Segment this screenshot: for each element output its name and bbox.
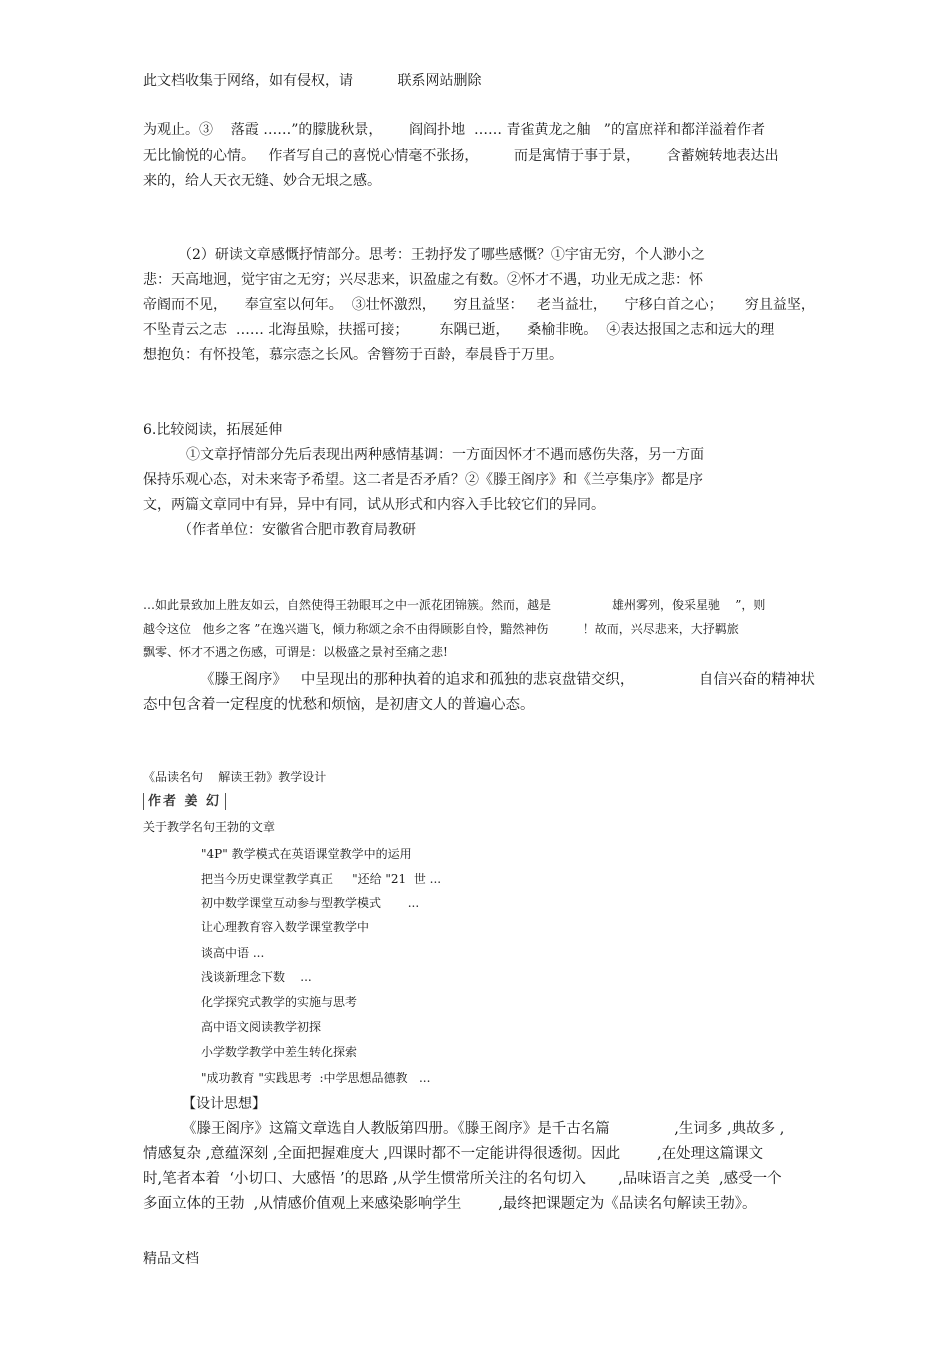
paragraph-line: 保持乐观心态，对未来寄予希望。这二者是否矛盾？②《滕王阁序》和《兰亭集序》都是序 bbox=[143, 472, 703, 488]
paragraph-line: 时,笔者本着 ‘小切口、大感悟 ’的思路 ,从学生惯常所关注的名句切入 ,品味语言之美 ,感受一个 bbox=[143, 1171, 782, 1187]
related-article-link[interactable]: "4P" 教学模式在英语课堂教学中的运用 bbox=[201, 847, 412, 861]
section-heading: 6.比较阅读，拓展延伸 bbox=[143, 422, 283, 438]
related-article-link[interactable]: 小学数学教学中差生转化探索 bbox=[201, 1045, 358, 1059]
author-tag: 作者 姜 幻 bbox=[143, 793, 226, 810]
related-article-link[interactable]: 让心理教育容入数学课堂教学中 bbox=[201, 920, 370, 934]
paragraph-line: 情感复杂 ,意蕴深刻 ,全面把握难度大 ,四课时都不一定能讲得很透彻。因此 ,在处理这篇课文 bbox=[143, 1146, 764, 1162]
footer-label: 精品文档 bbox=[143, 1251, 199, 1267]
paragraph-line: ①文章抒情部分先后表现出两种感情基调：一方面因怀才不遇而感伤失落，另一方面 bbox=[186, 447, 704, 463]
header-notice: 此文档收集于网络，如有侵权，请 联系网站删除 bbox=[143, 73, 482, 89]
paragraph-line: 来的，给人天衣无缝、妙合无垠之感。 bbox=[143, 173, 381, 189]
related-article-link[interactable]: 高中语文阅读教学初探 bbox=[201, 1020, 322, 1034]
paragraph-line: 无比愉悦的心情。 作者写自己的喜悦心情毫不张扬， 而是寓情于事于景， 含蓄婉转地表达出 bbox=[143, 148, 779, 164]
paragraph-line: 《滕王阁序》 中呈现出的那种执着的追求和孤独的悲哀盘错交织， 自信兴奋的精神状 bbox=[200, 672, 815, 688]
related-article-link[interactable]: 谈高中语 ... bbox=[201, 946, 265, 960]
paragraph-line: 态中包含着一定程度的忧愁和烦恼，是初唐文人的普遍心态。 bbox=[143, 697, 535, 713]
paragraph-line: 不坠青云之志 …… 北海虽赊，扶摇可接； 东隅已逝， 桑榆非晚。 ④表达报国之志和远大的理 bbox=[143, 322, 775, 338]
article-title: 《品读名句 解读王勃》教学设计 bbox=[143, 770, 327, 784]
related-heading: 关于教学名句王勃的文章 bbox=[143, 820, 276, 834]
paragraph-line: 多面立体的王勃 ,从情感价值观上来感染影响学生 ,最终把课题定为《品读名句解读王勃》。 bbox=[143, 1196, 757, 1212]
related-article-link[interactable]: 浅谈新理念下数 ... bbox=[201, 970, 312, 984]
related-article-link[interactable]: "成功教育 "实践思考 :中学思想品德教 ... bbox=[201, 1071, 431, 1085]
paragraph-line: 为观止。③ 落霞 ……”的朦胧秋景， 阎阎扑地 …… 青雀黄龙之舳 ”的富庶祥和都洋溢着作者 bbox=[143, 122, 765, 138]
related-article-link[interactable]: 把当今历史课堂教学真正 "还给 "21 世 ... bbox=[201, 872, 442, 886]
excerpt-line: 越令这位 他乡之客 ”在逸兴遄飞，倾力称颂之余不由得顾影自怜，黯然神伤 ！故而，兴尽悲来，大抒羁旅 bbox=[143, 622, 739, 636]
related-article-link[interactable]: 初中数学课堂互动参与型教学模式 ... bbox=[201, 896, 420, 910]
design-heading: 【设计思想】 bbox=[182, 1096, 266, 1112]
paragraph-line: （2）研读文章感慨抒情部分。思考：王勃抒发了哪些感慨？①宇宙无穷，个人渺小之 bbox=[178, 247, 705, 263]
paragraph-line: 想抱负：有怀投笔，慕宗悫之长风。舍簪笏于百龄，奉晨昏于万里。 bbox=[143, 347, 563, 363]
author-affiliation: （作者单位：安徽省合肥市教育局教研 bbox=[178, 522, 416, 538]
paragraph-line: 悲：天高地迥，觉宇宙之无穷；兴尽悲来，识盈虚之有数。②怀才不遇，功业无成之悲：怀 bbox=[143, 272, 703, 288]
excerpt-line: 飘零、怀才不遇之伤感，可谓是：以极盛之景衬至痛之悲! bbox=[143, 645, 448, 659]
excerpt-line: …如此景致加上胜友如云，自然使得王勃眼耳之中一派花团锦簇。然而，越是 雄州雾列，俊采星驰 ”，则 bbox=[143, 598, 766, 612]
paragraph-line: 帝阍而不见， 奉宣室以何年。 ③壮怀激烈， 穷且益坚： 老当益壮， 宁移白首之心； 穷且益坚， bbox=[143, 297, 815, 313]
paragraph-line: 《滕王阁序》这篇文章选自人教版第四册。《滕王阁序》是千古名篇 ,生词多 ,典故多 , bbox=[182, 1121, 785, 1137]
paragraph-line: 文，两篇文章同中有异，异中有同，试从形式和内容入手比较它们的异同。 bbox=[143, 497, 605, 513]
related-article-link[interactable]: 化学探究式教学的实施与思考 bbox=[201, 995, 358, 1009]
